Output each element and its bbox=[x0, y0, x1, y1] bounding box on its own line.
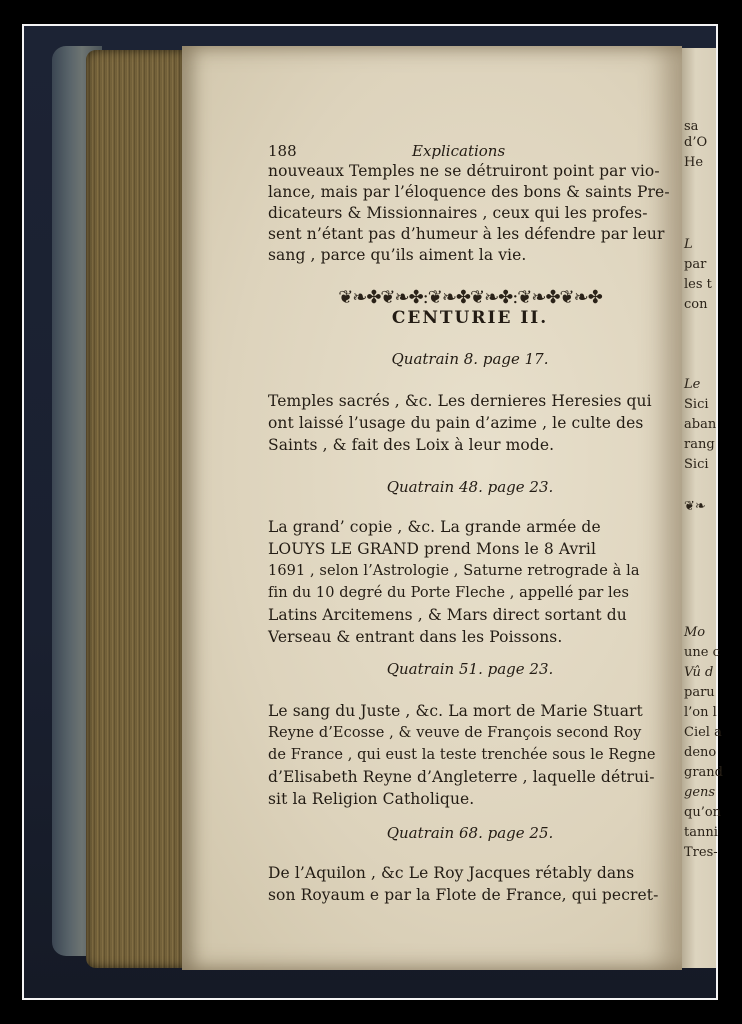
fragment-text: rang bbox=[684, 437, 715, 452]
text-line: lance, mais par l’éloquence des bons & saints Pre- bbox=[268, 183, 670, 201]
fragment-text: sa bbox=[684, 119, 699, 134]
fragment-text: qu’on bbox=[684, 805, 722, 820]
fragment-text: les t bbox=[684, 277, 712, 292]
fragment-text: d’O bbox=[684, 135, 708, 150]
fragment-text: con bbox=[684, 297, 708, 312]
text-line: De l’Aquilon , &c Le Roy Jacques rétably dans bbox=[268, 864, 635, 882]
section-heading: CENTURIE II. bbox=[391, 308, 549, 328]
book-page-right-fragment bbox=[682, 48, 723, 968]
book-page-edges bbox=[86, 50, 186, 968]
fragment-text: L bbox=[684, 237, 693, 252]
fragment-text: deno bbox=[684, 745, 717, 760]
fragment-text: Mo bbox=[684, 625, 706, 640]
running-title: Explications bbox=[412, 142, 506, 160]
fragment-text: une c bbox=[684, 645, 720, 660]
text-line: sang , parce qu’ils aiment la vie. bbox=[268, 246, 527, 264]
fragment-text: Le bbox=[684, 377, 701, 392]
fragment-ornament: ❦❧ bbox=[684, 499, 706, 514]
page-number: 188 bbox=[268, 142, 297, 160]
fragment-text: Tres- bbox=[684, 845, 718, 860]
quatrain-reference: Quatrain 51. page 23. bbox=[386, 660, 554, 678]
text-line: sent n’étant pas d’humeur à les défendre par leur bbox=[268, 225, 665, 243]
text-line: fin du 10 degré du Porte Fleche , appellé par les bbox=[268, 585, 630, 601]
fragment-text: Ciel a bbox=[684, 725, 722, 740]
text-line: Reyne d’Ecosse , & veuve de François second Roy bbox=[268, 725, 642, 741]
fragment-text: Sici bbox=[684, 397, 709, 412]
text-line: La grand’ copie , &c. La grande armée de bbox=[268, 518, 601, 536]
fragment-text: grand bbox=[684, 765, 723, 780]
text-line: de France , qui eust la teste trenchée sous le Regne bbox=[268, 747, 656, 763]
text-line: LOUYS LE GRAND prend Mons le 8 Avril bbox=[268, 540, 597, 558]
fragment-text: par bbox=[684, 257, 707, 272]
text-line: dicateurs & Missionnaires , ceux qui les profes- bbox=[268, 204, 648, 222]
text-line: 1691 , selon l’Astrologie , Saturne retrograde à la bbox=[268, 563, 640, 579]
quatrain-reference: Quatrain 68. page 25. bbox=[386, 824, 554, 842]
text-line: Le sang du Juste , &c. La mort de Marie Stuart bbox=[268, 702, 643, 720]
scan-frame bbox=[22, 24, 723, 1000]
quatrain-reference: Quatrain 48. page 23. bbox=[386, 478, 554, 496]
fragment-text: aban bbox=[684, 417, 717, 432]
ornament-band: ❦❧✤❦❧✤:❦❧✤❦❧✤:❦❧✤❦❧✤ bbox=[338, 287, 602, 308]
fragment-text: paru bbox=[684, 685, 715, 700]
text-line: Temples sacrés , &c. Les dernieres Heresies qui bbox=[268, 392, 652, 410]
fragment-text: tanni bbox=[684, 825, 718, 840]
book-page-left bbox=[182, 46, 682, 970]
quatrain-reference: Quatrain 8. page 17. bbox=[391, 350, 549, 368]
fragment-text: l’on l bbox=[684, 705, 717, 720]
fragment-text: Sici bbox=[684, 457, 709, 472]
fragment-text: gens bbox=[684, 785, 716, 800]
text-line: ont laissé l’usage du pain d’azime , le culte des bbox=[268, 414, 644, 432]
text-line: Verseau & entrant dans les Poissons. bbox=[268, 628, 563, 646]
text-line: nouveaux Temples ne se détruiront point par vio- bbox=[268, 162, 660, 180]
text-line: Latins Arcitemens , & Mars direct sortant du bbox=[268, 606, 627, 624]
text-line: son Royaum e par la Flote de France, qui pecret- bbox=[268, 886, 659, 904]
text-line: sit la Religion Catholique. bbox=[268, 790, 475, 808]
fragment-text: He bbox=[684, 155, 704, 170]
text-line: d’Elisabeth Reyne d’Angleterre , laquelle détrui- bbox=[268, 768, 655, 786]
text-line: Saints , & fait des Loix à leur mode. bbox=[268, 436, 555, 454]
fragment-text: Vû d bbox=[684, 665, 714, 680]
